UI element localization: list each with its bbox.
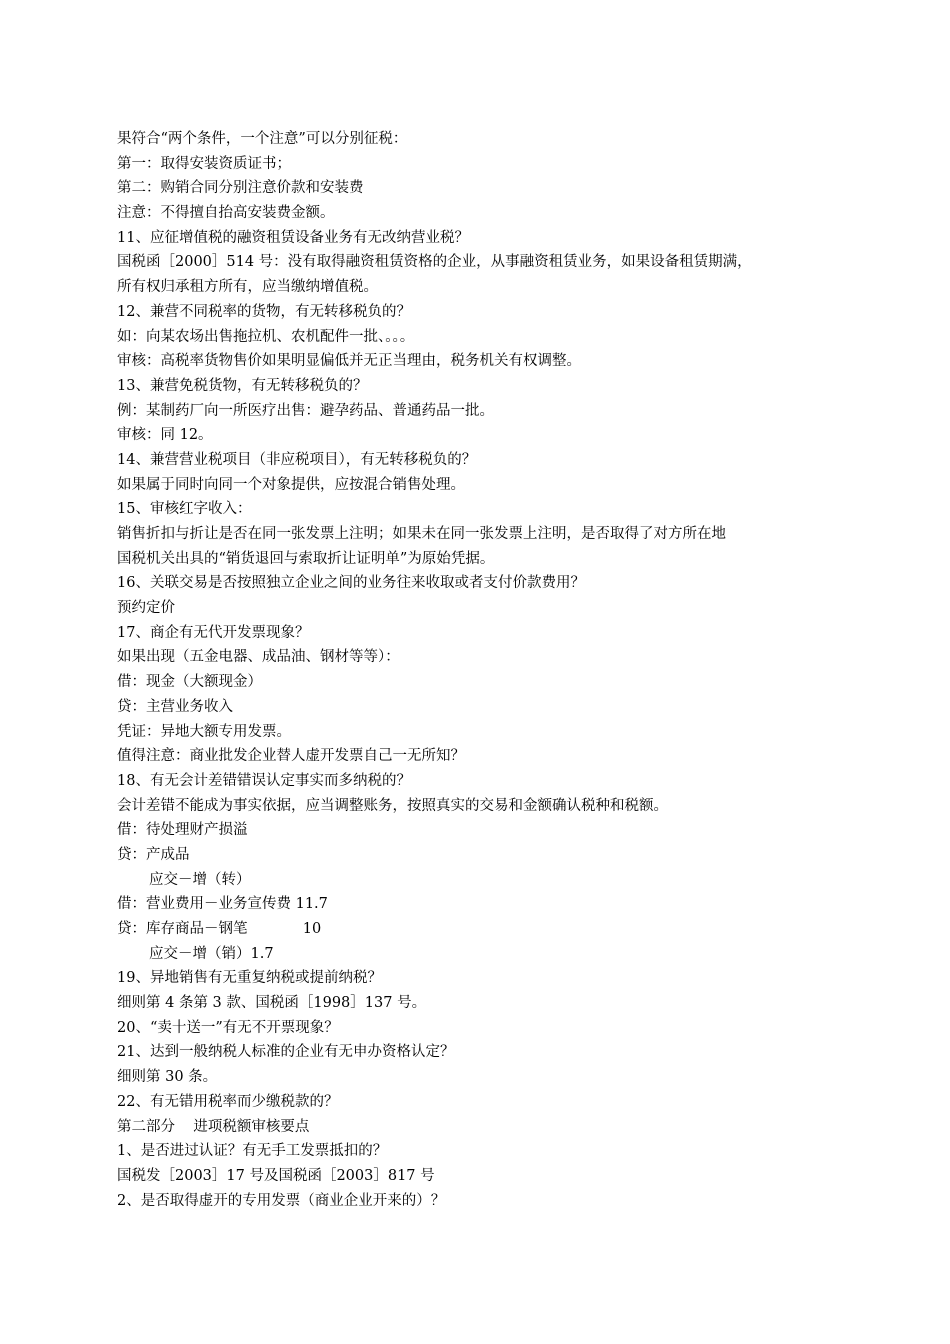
text-line: 销售折扣与折让是否在同一张发票上注明；如果未在同一张发票上注明，是否取得了对方所在地 — [117, 526, 726, 542]
journal-entry-line: 借：营业费用－业务宣传费 11.7 — [117, 896, 328, 913]
section-heading: 18、有无会计差错错误认定事实而多纳税的？ — [117, 772, 411, 789]
text-line: 预约定价 — [117, 600, 175, 617]
section-heading: 13、兼营免税货物，有无转移税负的？ — [117, 377, 368, 394]
journal-entry-line: 贷：产成品 — [117, 846, 190, 863]
journal-entry-line: 借：待处理财产损溢 — [117, 822, 248, 839]
text-line: 国税函［2000］514 号：没有取得融资租赁资格的企业，从事融资租赁业务，如果设备租赁期满， — [117, 254, 752, 271]
journal-entry-line: 贷：库存商品－钢笔 10 — [117, 921, 322, 937]
section-heading: 22、有无错用税率而少缴税款的？ — [117, 1093, 339, 1110]
section-heading: 15、审核红字收入： — [117, 501, 252, 518]
text-line: 细则第 4 条第 3 款、国税函［1998］137 号。 — [117, 995, 427, 1012]
text-line: 第一：取得安装资质证书； — [117, 155, 291, 172]
text-line: 细则第 30 条。 — [117, 1069, 218, 1086]
section-heading: 17、商企有无代开发票现象？ — [117, 624, 310, 641]
section-heading: 11、应征增值税的融资租赁设备业务有无改纳营业税？ — [117, 229, 469, 246]
section-heading: 19、异地销售有无重复纳税或提前纳税？ — [117, 970, 382, 987]
text-line: 例：某制药厂向一所医疗出售：避孕药品、普通药品一批。 — [117, 402, 494, 419]
journal-entry-line: 应交－增（销）1.7 — [149, 945, 274, 962]
text-line: 第二：购销合同分别注意价款和安装费 — [117, 180, 364, 197]
section-heading: 21、达到一般纳税人标准的企业有无申办资格认定？ — [117, 1044, 455, 1061]
text-line: 果符合“两个条件，一个注意”可以分别征税： — [117, 131, 408, 147]
part-heading: 第二部分 进项税额审核要点 — [117, 1118, 310, 1135]
text-line: 值得注意：商业批发企业替人虚开发票自己一无所知？ — [117, 748, 465, 765]
text-line: 注意：不得擅自抬高安装费金额。 — [117, 205, 335, 222]
section-heading: 1、是否进过认证？有无手工发票抵扣的？ — [117, 1143, 388, 1160]
section-heading: 14、兼营营业税项目（非应税项目），有无转移税负的？ — [117, 451, 477, 468]
text-line: 凭证：异地大额专用发票。 — [117, 723, 291, 740]
section-heading: 2、是否取得虚开的专用发票（商业企业开来的）？ — [117, 1192, 446, 1209]
text-line: 如果出现（五金电器、成品油、钢材等等）： — [117, 649, 400, 666]
text-line: 如：向某农场出售拖拉机、农机配件一批、。。。 — [117, 328, 415, 345]
text-line: 国税机关出具的“销货退回与索取折让证明单”为原始凭据。 — [117, 550, 495, 567]
section-heading: 12、兼营不同税率的货物，有无转移税负的？ — [117, 303, 411, 320]
text-line: 所有权归承租方所有，应当缴纳增值税。 — [117, 279, 378, 296]
text-line: 审核：同 12。 — [117, 427, 213, 444]
journal-entry-line: 借：现金（大额现金） — [117, 674, 262, 691]
journal-entry-line: 贷：主营业务收入 — [117, 698, 233, 715]
section-heading: 20、“卖十送一”有无不开票现象？ — [117, 1019, 339, 1036]
document-page — [117, 127, 837, 1213]
journal-entry-line: 应交－增（转） — [149, 871, 251, 888]
text-line: 如果属于同时向同一个对象提供，应按混合销售处理。 — [117, 476, 465, 493]
text-line: 国税发［2003］17 号及国税函［2003］817 号 — [117, 1167, 435, 1184]
text-line: 审核：高税率货物售价如果明显偏低并无正当理由，税务机关有权调整。 — [117, 353, 581, 370]
section-heading: 16、关联交易是否按照独立企业之间的业务往来收取或者支付价款费用？ — [117, 575, 585, 592]
text-line: 会计差错不能成为事实依据，应当调整账务，按照真实的交易和金额确认税种和税额。 — [117, 797, 668, 814]
